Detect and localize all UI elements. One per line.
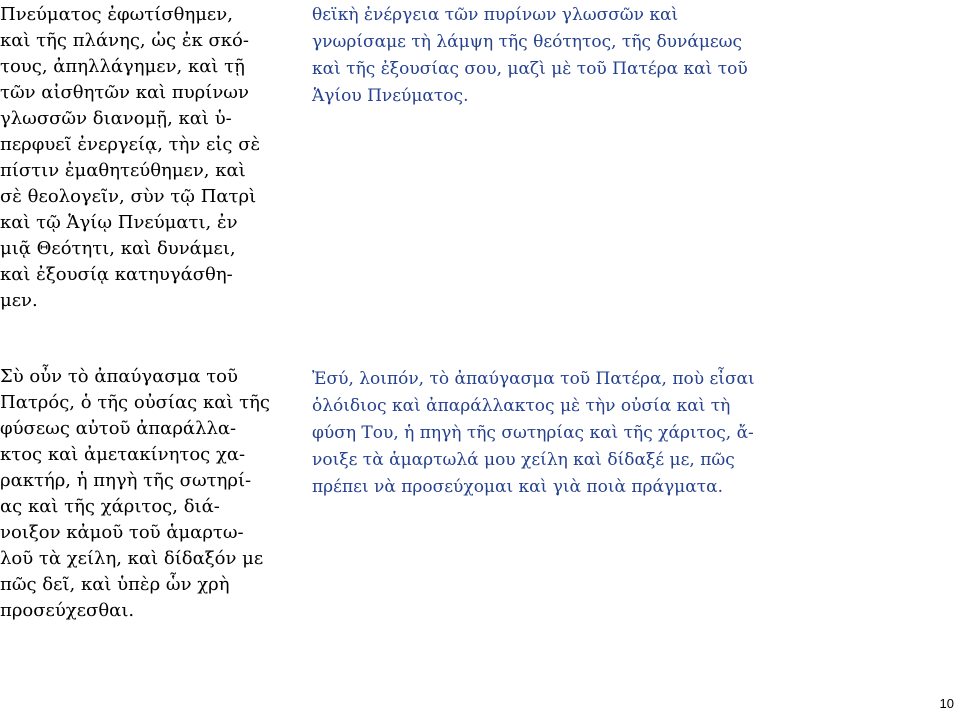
passage-2-original: Σὺ οὖν τὸ ἀπαύγασμα τοῦ Πατρός, ὁ τῆς οὐσίας καὶ τῆς φύσεως αὐτοῦ ἀπαράλλα- κτος καὶ ἀμετακίνητος χα- ρακτήρ, ἡ πηγὴ τῆς σωτηρί- ας καὶ τῆς χάριτος, διά- νοιξον κἀμοῦ τοῦ ἁμαρτω- λοῦ τὰ χείλη, καὶ δίδαξόν με πῶς δεῖ, καὶ ὑπὲρ ὧν χρὴ προσεύχεσθαι. xyxy=(0,366,270,621)
passage-1-original: Πνεύματος ἐφωτίσθημεν, καὶ τῆς πλάνης, ὡς ἐκ σκό- τους, ἀπηλλάγημεν, καὶ τῇ τῶν αἰσθητῶν καὶ πυρίνων γλωσσῶν διανομῇ, καὶ ὑ- περφυεῖ ἐνεργείᾳ, τὴν εἰς σὲ πίστιν ἐμαθητεύθημεν, καὶ σὲ θεολογεῖν, σὺν τῷ Πατρὶ καὶ τῷ Ἁγίῳ Πνεύματι, ἐν μιᾷ Θεότητι, καὶ δυνάμει, καὶ ἐξουσίᾳ κατηυγάσθη- μεν. xyxy=(0,4,261,311)
passage-2-translation: Ἐσύ, λοιπόν, τὸ ἀπαύγασμα τοῦ Πατέρα, ποὺ εἶσαι ὁλόιδιος καὶ ἀπαράλλακτος μὲ τὴν οὐσία καὶ τὴ φύση Του, ἡ πηγὴ τῆς σωτηρίας καὶ τῆς χάριτος, ἄ- νοιξε τὰ ἁμαρτωλά μου χείλη καὶ δίδαξέ με, πῶς πρέπει νὰ προσεύχομαι καὶ γιὰ ποιὰ πράγματα. xyxy=(312,369,755,497)
page-number: 10 xyxy=(939,696,954,711)
passage-1-translation: θεϊκὴ ἐνέργεια τῶν πυρίνων γλωσσῶν καὶ γνωρίσαμε τὴ λάμψη τῆς θεότητος, τῆς δυνάμεως καὶ τῆς ἐξουσίας σου, μαζὶ μὲ τοῦ Πατέρα καὶ τοῦ Ἁγίου Πνεύματος. xyxy=(312,5,748,106)
